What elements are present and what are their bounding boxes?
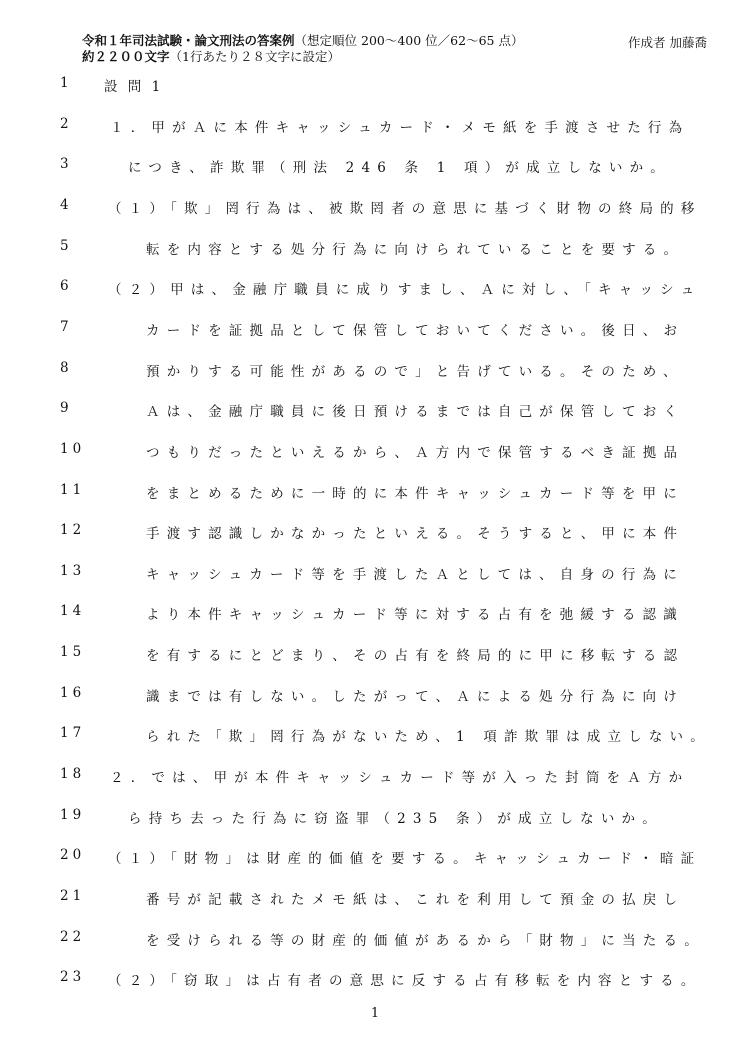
answer-line [0,482,750,502]
count-note: （1行あたり２８文字に設定） [169,49,340,64]
line-text: （１）「欺」罔行為は、被欺罔者の意思に基づく財物の終局的移 [108,200,702,217]
line-text: 設 問 1 [104,79,164,95]
line-number: 22 [60,928,86,945]
line-number: 1 [60,75,73,91]
answer-line [0,685,750,705]
title-note: （想定順位 200〜400 位／62〜65 点） [294,33,524,48]
answer-line [0,238,750,258]
answer-line [0,75,750,95]
line-number: 23 [60,969,86,986]
title-bold: 令和１年司法試験・論文刑法の答案例 [82,33,295,48]
line-number: 12 [60,522,86,539]
line-number: 20 [60,847,86,864]
line-text: られた「欺」罔行為がないため、1 項詐欺罪は成立しない。 [146,729,711,746]
line-text: 手渡す認識しかなかったといえる。そうすると、甲に本件 [146,526,685,543]
answer-line [0,888,750,908]
line-number: 10 [60,440,86,457]
line-text: ら持ち去った行為に窃盗罪（235 条）が成立しないか。 [128,810,663,827]
line-text: をまとめるために一時的に本件キャッシュカード等を甲に [146,485,684,502]
line-text: 番号が記載されたメモ紙は、これを利用して預金の払戻し [146,892,685,908]
answer-line [0,563,750,583]
line-text: カードを証拠品として保管しておいてください。後日、お [146,322,685,339]
line-text: を有するにとどまり、その占有を終局的に甲に移転する認 [146,648,685,665]
count-bold: 約２２００文字 [82,49,170,64]
line-text: 転を内容とする処分行為に向けられていることを要する。 [146,241,685,258]
line-number: 7 [60,318,73,335]
answer-line [0,807,750,827]
answer-line [0,969,750,989]
header-count-line [82,49,340,65]
line-number: 8 [60,359,73,376]
line-text: つもりだったといえるから、Ａ方内で保管するべき証拠品 [146,444,685,461]
line-number: 2 [60,115,73,132]
answer-line [0,400,750,420]
line-number: 19 [60,806,86,823]
line-text: １．甲がＡに本件キャッシュカード・メモ紙を手渡させた行為 [110,119,690,136]
answer-line [0,360,750,380]
answer-line [0,116,750,136]
answer-line [0,603,750,623]
line-number: 6 [60,278,73,295]
line-number: 9 [60,400,73,417]
line-text: （１）「財物」は財産的価値を要する。キャッシュカード・暗証 [108,851,702,868]
line-text: につき、詐欺罪（刑法 246 条 1 項）が成立しないか。 [128,160,672,177]
answer-line [0,441,750,461]
page-number: 1 [370,1006,380,1021]
answer-line [0,644,750,664]
line-number: 4 [60,196,73,213]
answer-line [0,766,750,786]
line-number: 18 [60,766,86,783]
line-number: 5 [60,237,73,254]
line-number: 15 [60,644,86,661]
answer-line [0,725,750,745]
line-number: 13 [60,562,86,579]
answer-line [0,156,750,176]
line-text: （２）「窃取」は占有者の意思に反する占有移転を内容とする。 [108,973,702,990]
line-number: 17 [60,725,86,742]
line-number: 14 [60,603,86,620]
answer-line [0,522,750,542]
answer-line [0,929,750,949]
header-title-line [82,33,523,49]
line-number: 3 [60,156,73,173]
line-text: ２．では、甲が本件キャッシュカード等が入った封筒をＡ方か [110,770,690,787]
line-text: キャッシュカード等を手渡したＡとしては、自身の行為に [146,566,684,583]
line-number: 11 [60,481,86,498]
line-number: 21 [60,888,86,904]
author: 作成者 加藤喬 [628,35,707,50]
answer-line [0,197,750,217]
line-text: Ａは、金融庁職員に後日預けるまでは自己が保管しておく [146,404,685,421]
line-text: 識までは有しない。したがって、Ａによる処分行為に向け [146,688,684,705]
line-text: より本件キャッシュカード等に対する占有を弛緩する認識 [146,607,684,624]
answer-line [0,847,750,867]
line-text: （２）甲は、金融庁職員に成りすまし、Ａに対し、「キャッシュ [108,282,702,299]
answer-line [0,278,750,298]
line-number: 16 [60,684,86,701]
line-text: 預かりする可能性があるので」と告げている。そのため、 [146,363,684,380]
line-text: を受けられる等の財産的価値があるから「財物」に当たる。 [146,932,705,949]
answer-line [0,319,750,339]
